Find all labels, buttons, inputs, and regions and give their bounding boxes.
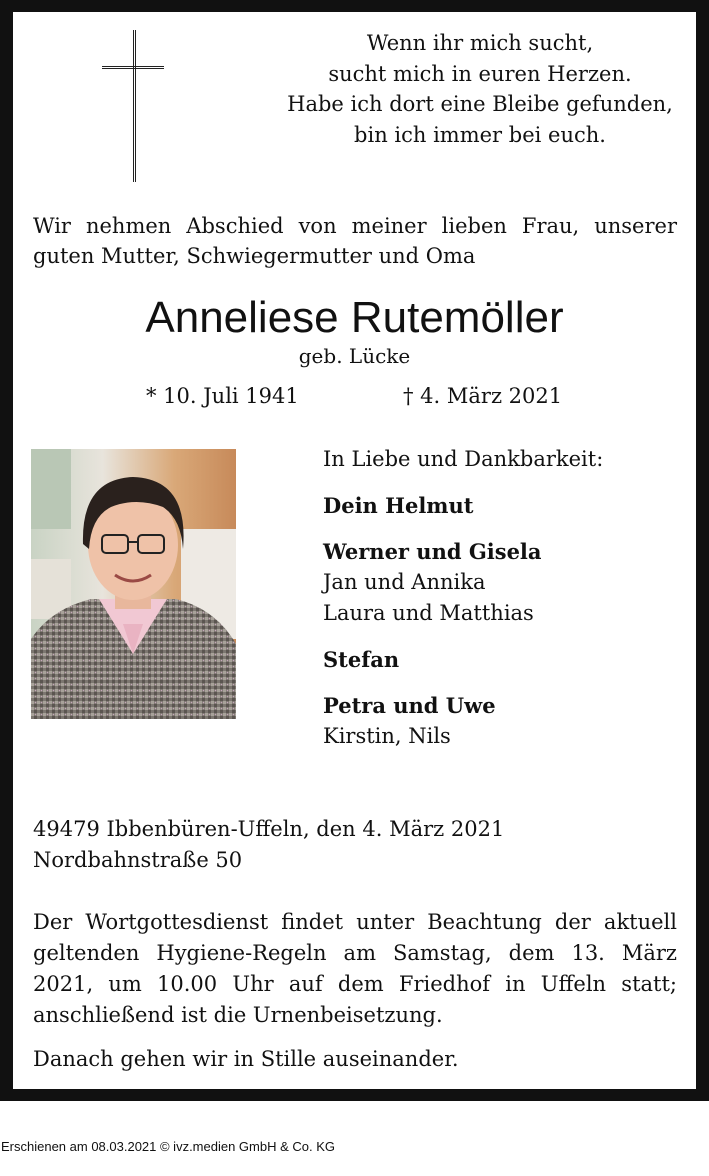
poem-line: bin ich immer bei euch. — [354, 123, 606, 148]
mourners-list — [323, 444, 683, 752]
mourners-heading: In Liebe und Dankbarkeit: — [323, 447, 604, 471]
closing-text: Danach gehen wir in Stille auseinander. — [33, 1047, 459, 1071]
birth-date: * 10. Juli 1941 — [146, 384, 299, 408]
deceased-name: Anneliese Rutemöller — [145, 293, 564, 342]
husband-name: Dein Helmut — [323, 493, 474, 518]
death-date: † 4. März 2021 — [403, 384, 563, 408]
family-name: Stefan — [323, 647, 400, 672]
family-name: Petra und Uwe — [323, 693, 496, 718]
poem — [283, 28, 677, 151]
poem-line: sucht mich in euren Herzen. — [328, 61, 632, 86]
family-member: Kirstin, Nils — [323, 724, 451, 748]
family-member: Laura und Matthias — [323, 601, 534, 625]
service-text: Der Wortgottesdienst findet unter Beachtung der aktuell geltenden Hygiene-Regeln am Samstag, dem 13. März 2021, um 10.00 Uhr auf dem Friedhof in Uffeln statt; anschließend ist die Urnenbeisetzung. — [33, 910, 677, 1027]
obituary-notice — [13, 12, 696, 1089]
family-name: Werner und Gisela — [323, 539, 542, 564]
address-line: 49479 Ibbenbüren-Uffeln, den 4. März 2021 — [33, 817, 505, 841]
maiden-name: geb. Lücke — [298, 344, 411, 368]
address-block — [33, 814, 677, 876]
address-line: Nordbahnstraße 50 — [33, 848, 243, 872]
publication-footer: Erschienen am 08.03.2021 © ivz.medien GmbH & Co. KG — [1, 1139, 336, 1154]
intro-text: Wir nehmen Abschied von meiner lieben Frau, unserer guten Mutter, Schwiegermutter und Oma — [33, 214, 677, 268]
family-member: Jan und Annika — [323, 570, 486, 594]
poem-line: Wenn ihr mich sucht, — [366, 31, 594, 55]
portrait-photo — [31, 449, 236, 719]
poem-line: Habe ich dort eine Bleibe gefunden, — [287, 92, 673, 117]
